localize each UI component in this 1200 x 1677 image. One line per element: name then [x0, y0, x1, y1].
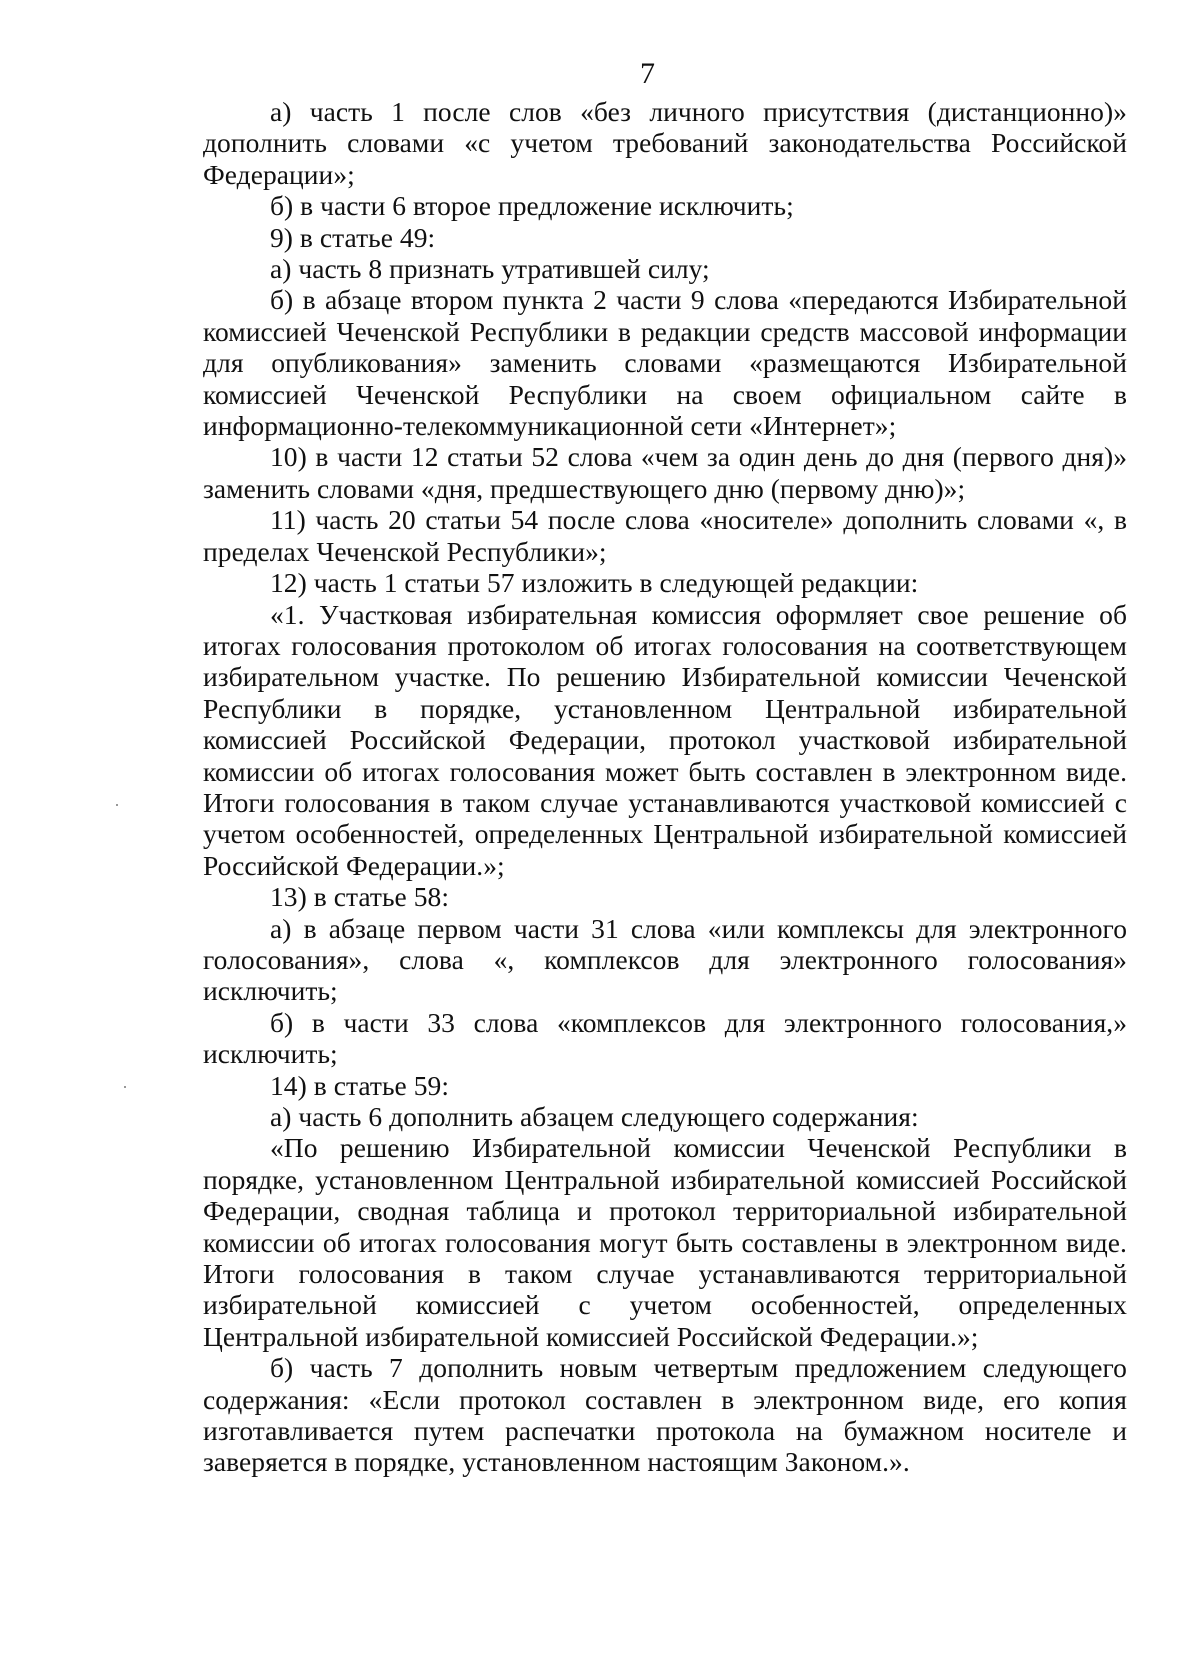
paragraph: 10) в части 12 статьи 52 слова «чем за один день до дня (первого дня)» заменить словами «дня, предшествующего дню (первому дню)»; — [203, 441, 1127, 504]
page-number: 7 — [640, 57, 655, 90]
paragraph: а) часть 8 признать утратившей силу; — [270, 253, 710, 285]
paragraph: б) в части 6 второе предложение исключить; — [270, 190, 794, 222]
paragraph: б) в абзаце втором пункта 2 части 9 слова «передаются Избирательной комиссией Чеченской Республики в редакции средств массовой информации для опубликования» заменить словами «размещаются Избирательной комиссией Чеченской Республики на своем официальном сайте в информационно-телекоммуникационной сети «Интернет»; — [203, 284, 1127, 442]
paragraph: «1. Участковая избирательная комиссия оформляет свое решение об итогах голосования протоколом об итогах голосования на соответствующем избирательном участке. По решению Избирательной комиссии Чеченской Республики в порядке, установленном Центральной избирательной комиссией Российской Федерации, протокол участковой избирательной комиссии об итогах голосования может быть составлен в электронном виде. Итоги голосования в таком случае устанавливаются участковой комиссией с учетом особенностей, определенных Центральной избирательной комиссией Российской Федерации.»; — [203, 598, 1127, 881]
paragraph: а) часть 6 дополнить абзацем следующего содержания: — [270, 1101, 919, 1132]
paragraph: а) часть 1 после слов «без личного присутствия (дистанционно)» дополнить словами «с учетом требований законодательства Российской Федерации»; — [203, 96, 1127, 190]
paragraph: «По решению Избирательной комиссии Чеченской Республики в порядке, установленном Центральной избирательной комиссией Российской Федерации, сводная таблица и протокол территориальной избирательной комиссии об итогах голосования могут быть составлены в электронном виде. Итоги голосования в таком случае устанавливаются территориальной избирательной комиссией с учетом особенностей, определенных Центральной избирательной комиссией Российской Федерации.»; — [203, 1132, 1127, 1352]
paragraph: 9) в статье 49: — [270, 221, 436, 253]
paragraph: б) в части 33 слова «комплексов для электронного голосования,» исключить; — [203, 1006, 1127, 1070]
paragraph: б) часть 7 дополнить новым четвертым предложением следующего содержания: «Если протокол составлен в электронном виде, его копия изготавливается путем распечатки протокола на бумажном носителе и заверяется в порядке, установленном настоящим Законом.». — [203, 1352, 1127, 1478]
paragraph: 11) часть 20 статьи 54 после слова «носителе» дополнить словами «, в пределах Чеченской Республики»; — [203, 504, 1127, 567]
scan-artifact-dot — [124, 1086, 126, 1088]
paragraph: 13) в статье 58: — [270, 881, 450, 913]
document-body — [203, 96, 1127, 1478]
paragraph: 14) в статье 59: — [270, 1069, 450, 1101]
paragraph: 12) часть 1 статьи 57 изложить в следующей редакции: — [270, 567, 919, 599]
scan-artifact-dot — [116, 804, 118, 806]
paragraph: а) в абзаце первом части 31 слова «или комплексы для электронного голосования», слова «, комплексов для электронного голосования» исключить; — [203, 912, 1127, 1007]
